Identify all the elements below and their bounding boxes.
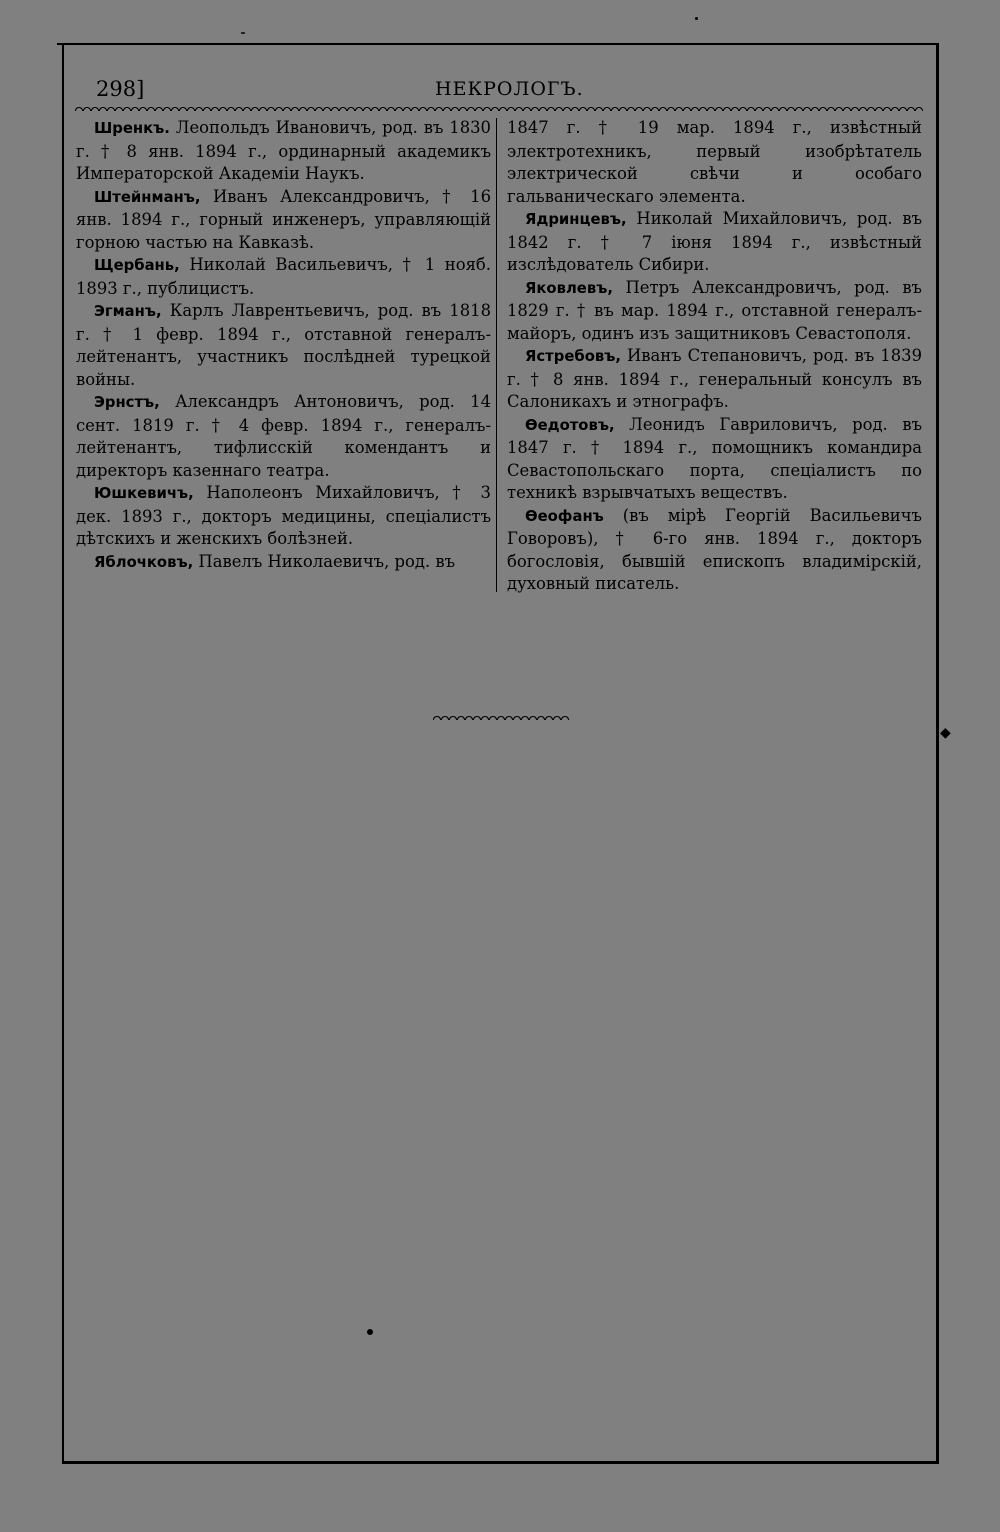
page-frame-left: [62, 43, 64, 1464]
obituary-entry: [76, 482, 491, 551]
left-column: [76, 117, 491, 574]
running-title: НЕКРОЛОГЪ.: [435, 78, 584, 100]
obituary-entry: [76, 551, 491, 575]
page-frame-right: [936, 43, 939, 1464]
obituary-entry: [76, 186, 491, 255]
obituary-entry: [76, 391, 491, 482]
obituary-entry: [507, 345, 922, 414]
obituary-entry: [76, 300, 491, 391]
entry-text: Наполеонъ Михайловичъ, † 3 дек. 1893 г., докторъ медицины, спеціалистъ дѣтскихъ и женскихъ болѣзней.: [76, 483, 491, 548]
column-divider: [496, 118, 497, 592]
entry-name: Эгманъ,: [94, 303, 162, 320]
obituary-entry-continued: [507, 117, 922, 208]
entry-text: Александръ Антоновичъ, род. 14 сент. 1819 г. † 4 февр. 1894 г., генералъ-лейтенантъ, тифлисскій комендантъ и директоръ казеннаго театра.: [76, 392, 491, 480]
entry-text: Николай Михайловичъ, род. въ 1842 г. † 7 іюня 1894 г., извѣстный изслѣдователь Сибири.: [507, 209, 922, 274]
entry-name: Ядринцевъ,: [525, 211, 627, 228]
entry-text: Петръ Александровичъ, род. въ 1829 г. † въ мар. 1894 г., отставной генералъ-майоръ, одинъ изъ защитниковъ Севастополя.: [507, 277, 922, 343]
entry-name: Щербань,: [94, 257, 180, 274]
obituary-entry: [76, 254, 491, 300]
entry-name: Юшкевичъ,: [94, 485, 194, 502]
obituary-entry: [507, 208, 922, 277]
entry-text: Николай Васильевичъ, † 1 нояб. 1893 г., публицистъ.: [76, 255, 491, 298]
entry-text: Карлъ Лаврентьевичъ, род. въ 1818 г. † 1 февр. 1894 г., отставной генералъ-лейтенантъ, участникъ послѣдней турецкой войны.: [76, 301, 491, 389]
page-header: [80, 74, 925, 104]
entry-name: Эрнстъ,: [94, 394, 160, 411]
entry-name: Штейнманъ,: [94, 188, 201, 206]
entry-name: Яковлевъ,: [525, 279, 613, 297]
obituary-entry: [507, 414, 922, 505]
entry-name: Ѳеофанъ: [525, 507, 604, 525]
obituary-entry: [507, 277, 922, 346]
entry-text: 1847 г. † 19 мар. 1894 г., извѣстный электротехникъ, первый изобрѣтатель электрической свѣчи и особаго гальваническаго элемента.: [507, 118, 922, 206]
scan-speck: [241, 32, 245, 34]
page-frame-bottom: [62, 1461, 937, 1464]
ink-dot: [367, 1329, 373, 1335]
margin-mark-icon: ◆: [940, 725, 951, 741]
entry-name: Ѳедотовъ,: [525, 416, 615, 434]
obituary-entry: [507, 505, 922, 596]
page-frame-top: [57, 43, 939, 45]
page-number: 298]: [96, 77, 145, 101]
scan-speck: [695, 17, 698, 20]
entry-text: Иванъ Александровичъ, † 16 янв. 1894 г., горный инженеръ, управляющій горною частью на Кавказѣ.: [76, 186, 491, 252]
right-column: [507, 117, 922, 596]
entry-text: (въ мірѣ Георгій Васильевичъ Говоровъ), † 6-го янв. 1894 г., докторъ богословія, бывшій епископъ владимірскій, духовный писатель.: [507, 505, 922, 593]
end-wavy-rule: [433, 712, 569, 720]
header-wavy-rule: [75, 103, 923, 111]
entry-text: Павелъ Николаевичъ, род. въ: [193, 551, 456, 571]
obituary-entry: [76, 117, 491, 186]
entry-text: Леонидъ Гавриловичъ, род. въ 1847 г. † 1894 г., помощникъ командира Севастопольскаго порта, спеціалистъ по техникѣ взрывчатыхъ веществъ.: [507, 414, 922, 502]
entry-text: Иванъ Степановичъ, род. въ 1839 г. † 8 янв. 1894 г., генеральный консулъ въ Салоникахъ и этнографъ.: [507, 346, 922, 411]
entry-name: Яблочковъ,: [94, 553, 194, 571]
entry-name: Шренкъ.: [94, 120, 170, 137]
entry-text: Леопольдъ Ивановичъ, род. въ 1830 г. † 8 янв. 1894 г., ординарный академикъ Императорской Академіи Наукъ.: [76, 118, 491, 183]
entry-name: Ястребовъ,: [525, 348, 621, 365]
